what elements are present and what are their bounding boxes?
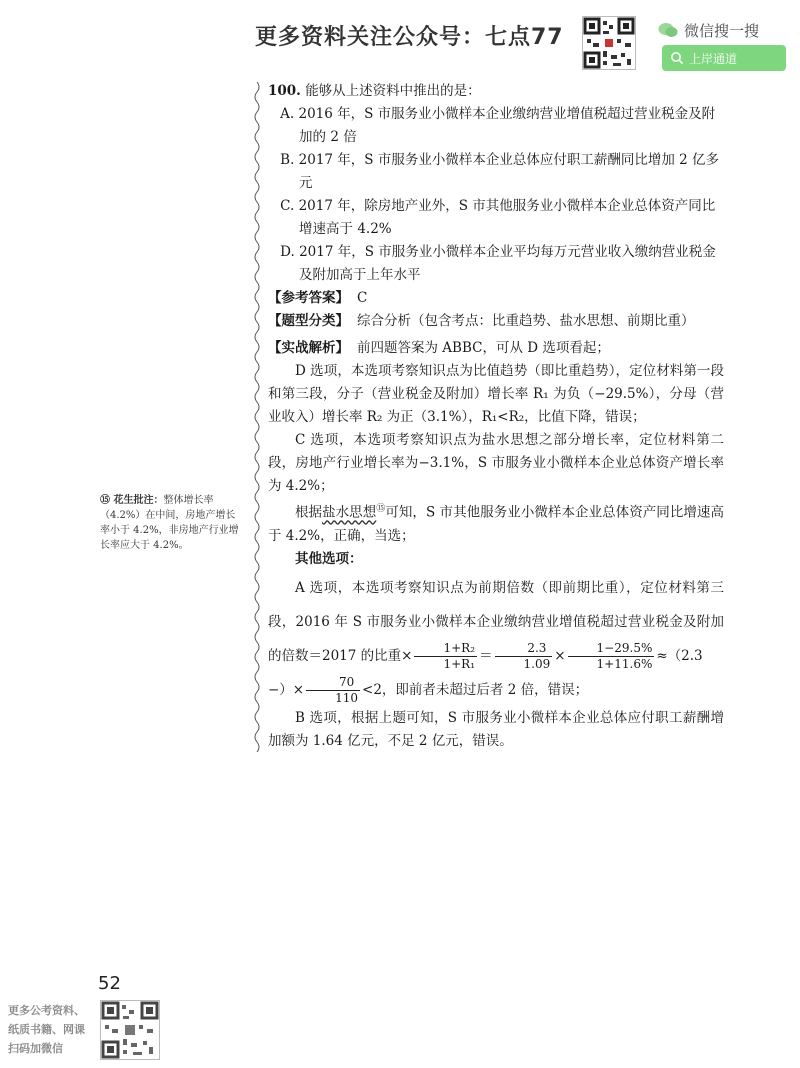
fraction-estimate xyxy=(306,675,360,706)
question-number: 100. xyxy=(268,83,301,99)
qr-code-top xyxy=(582,16,636,70)
analysis-tag: 【实战解析】 xyxy=(268,340,349,356)
salt-water-term: 盐水思想 xyxy=(322,504,377,521)
side-note xyxy=(100,493,245,553)
wechat-search-brand xyxy=(658,20,759,41)
analysis-d: D 选项，本选项考察知识点为比值趋势（即比重趋势），定位材料第一段和第三段，分子（营业税金及附加）增长率 R₁ 为负（−29.5%），分母（营业收入）增长率 R₂ 为正（3.1%），R₁<R₂，比值下降，错误； xyxy=(268,363,724,425)
reference-answer xyxy=(268,287,724,310)
answer-value: C xyxy=(357,290,368,306)
main-content xyxy=(268,80,724,753)
analysis-intro xyxy=(268,337,724,360)
question-stem-text: 能够从上述资料中推出的是： xyxy=(305,83,481,99)
category-value: 综合分析（包含考点：比重趋势、盐水思想、前期比重） xyxy=(357,313,695,329)
equals-sign: ＝ xyxy=(479,647,493,664)
header-title: 更多资料关注公众号：七点77 xyxy=(255,25,564,50)
approx-text: ≈（2.3 xyxy=(656,647,703,664)
analysis-a-cont-post: <2，即前者未超过后者 2 倍，错误； xyxy=(362,681,589,698)
analysis-c-conclusion xyxy=(268,498,724,548)
option-d: D. 2017 年，S 市服务业小微样本企业平均每万元营业收入缴纳营业税金及附加高于上年水平 xyxy=(280,244,716,283)
option-b: B. 2017 年，S 市服务业小微样本企业总体应付职工薪酬同比增加 2 亿多元 xyxy=(280,152,720,191)
analysis-c: C 选项，本选项考察知识点为盐水思想之部分增长率，定位材料第二段，房地产行业增长率为−3.1%，S 市服务业小微样本企业总体资产增长率为 4.2%； xyxy=(268,432,724,494)
footer-line-3: 扫码加微信 xyxy=(8,1042,63,1055)
footer-line-2: 纸质书籍、网课 xyxy=(8,1023,85,1036)
analysis-a-text: A 选项，本选项考察知识点为前期倍数（即前期比重），定位材料第三段，2016 年 S 市服务业小微样本企业缴纳营业增值税超过营业税金及附加的倍数＝2017 的比重× xyxy=(268,579,724,664)
analysis-a-cont-pre: −）× xyxy=(268,681,305,698)
question-stem xyxy=(268,80,724,103)
search-icon xyxy=(670,51,684,65)
side-note-body: 整体增长率（4.2%）在中间，房地产增长率小于 4.2%，非房地产行业增长率应大于 4.2%。 xyxy=(100,495,239,551)
footnote-marker: ⑮ xyxy=(376,504,386,514)
wechat-brand-label: 微信搜一搜 xyxy=(684,22,760,40)
footer-promo xyxy=(8,1001,96,1058)
wavy-divider xyxy=(252,82,262,752)
c-conclusion-post: 可知，S 市其他服务业小微样本企业总体资产同比增速高于 4.2%，正确，当选； xyxy=(268,504,724,544)
fraction-ratio xyxy=(495,641,553,672)
fraction-growth-num: 1+R₂ xyxy=(414,641,477,657)
fraction-rates-num: 1−29.5% xyxy=(568,641,655,657)
question-category xyxy=(268,310,724,333)
side-note-head: ⑮ 花生批注： xyxy=(100,495,164,506)
fraction-estimate-den: 110 xyxy=(335,690,359,705)
fraction-ratio-den: 1.09 xyxy=(523,656,551,671)
times-sign: × xyxy=(554,647,566,664)
analysis-a xyxy=(268,571,724,707)
analysis-intro-text: 前四题答案为 ABBC，可从 D 选项看起； xyxy=(357,340,610,356)
fraction-growth-den: 1+R₁ xyxy=(443,656,476,671)
footer-line-1: 更多公考资料、 xyxy=(8,1004,85,1017)
qr-code-bottom xyxy=(100,1000,160,1060)
fraction-estimate-num: 70 xyxy=(306,675,360,691)
analysis-b: B 选项，根据上题可知，S 市服务业小微样本企业总体应付职工薪酬增加额为 1.64 亿元，不足 2 亿元，错误。 xyxy=(268,709,724,749)
fraction-rates xyxy=(568,641,655,672)
c-conclusion-pre: 根据 xyxy=(295,504,323,521)
other-options-heading: 其他选项： xyxy=(295,550,363,567)
answer-tag: 【参考答案】 xyxy=(268,290,349,306)
page-number: 52 xyxy=(98,973,121,994)
option-a: A. 2016 年，S 市服务业小微样本企业缴纳营业增值税超过营业税金及附加的 2 倍 xyxy=(280,106,716,145)
search-button-label: 上岸通道 xyxy=(689,52,738,66)
wechat-search-button[interactable] xyxy=(662,45,786,71)
fraction-ratio-num: 2.3 xyxy=(495,641,553,657)
fraction-rates-den: 1+11.6% xyxy=(596,656,653,671)
wechat-logo-icon xyxy=(658,22,678,38)
fraction-growth xyxy=(414,641,477,672)
option-c: C. 2017 年，除房地产业外，S 市其他服务业小微样本企业总体资产同比增速高于 4.2% xyxy=(280,198,716,237)
category-tag: 【题型分类】 xyxy=(268,313,349,329)
